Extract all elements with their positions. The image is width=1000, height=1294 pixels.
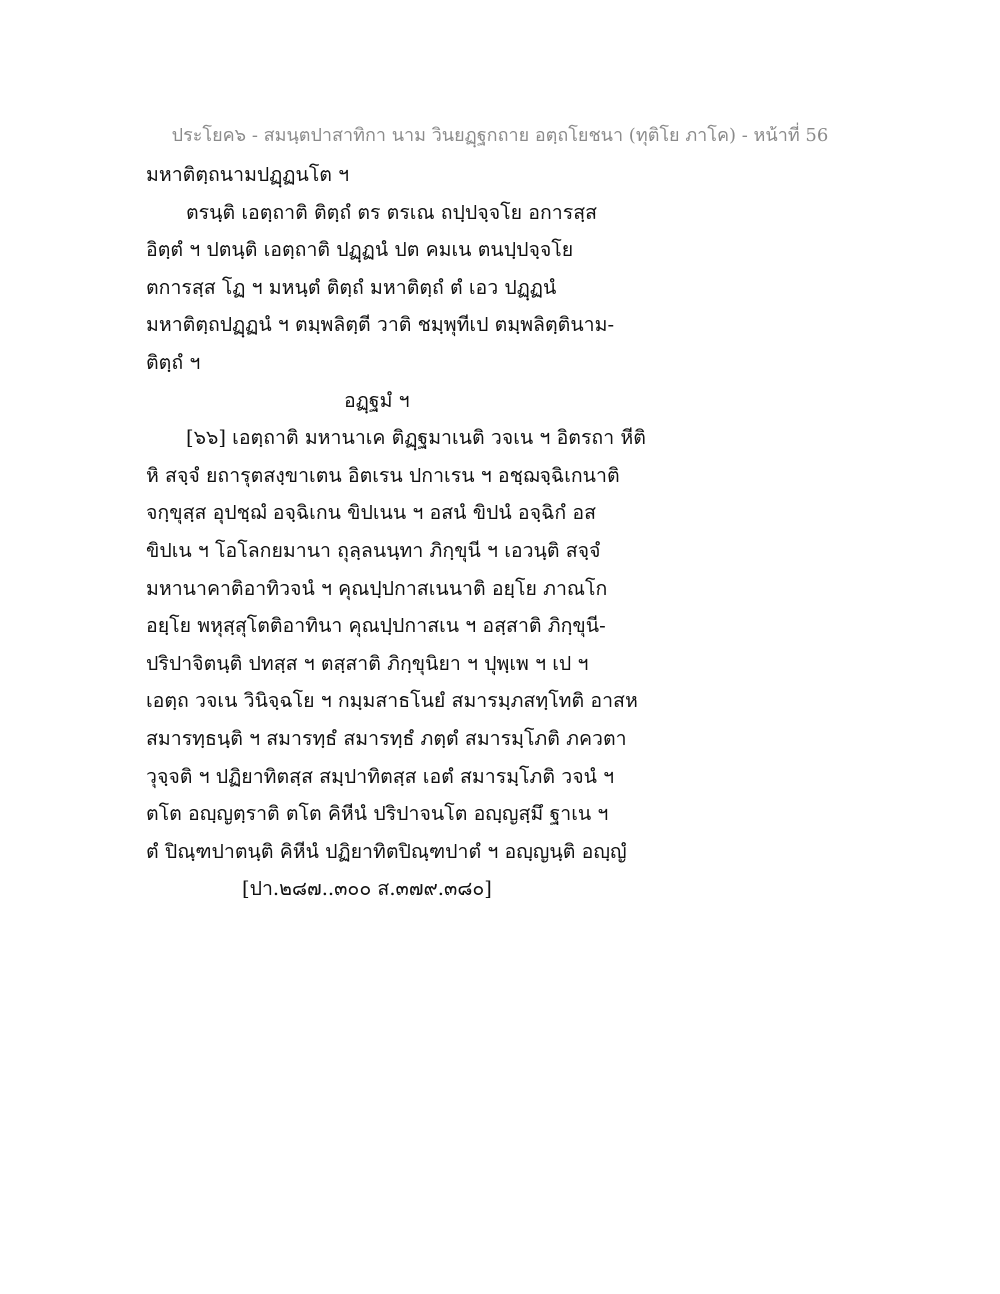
text-line: วุจฺจติ ฯ ปฏิยาทิตสฺส สมฺปาทิตสฺส เอตํ สมารมฺโภติ วจนํ ฯ — [146, 764, 615, 788]
text-line: หิ สจฺจํ ยถารุตสงฺขาเตน อิตเรน ปกาเรน ฯ อชฺฌจฺฉิเกนาติ — [146, 463, 620, 487]
section-heading: อฏฺฐมํ ฯ — [344, 388, 410, 412]
text-line: มหานาคาติอาทิวจนํ ฯ คุณปฺปกาสเนนาติ อยฺโย ภาณโก — [146, 576, 608, 600]
text-line: อิตฺตํ ฯ ปตนฺติ เอตฺถาติ ปฏฺฏนํ ปต คมเน ตนปฺปจฺจโย — [146, 238, 574, 262]
text-line: สมารทฺธนฺติ ฯ สมารทฺธํ สมารทฺธํ ภตฺตํ สมารมฺโภติ ภควตา — [146, 726, 627, 750]
text-line: อยฺโย พหุสฺสุโตติอาทินา คุณปฺปกาสเน ฯ อสฺสาติ ภิกฺขุนี- — [146, 614, 606, 638]
text-line: ตโต อญฺญตฺราติ ตโต คิหีนํ ปริปาจนโต อญฺญสฺมึ ฐาเน ฯ — [146, 802, 609, 826]
text-line: [๖๖] เอตฺถาติ มหานาเค ติฏฺฐมาเนติ วจเน ฯ อิตรถา หีติ — [186, 426, 646, 450]
text-line: จกฺขุสฺส อุปชฺฌํ อจฺฉิเกน ขิปเนน ฯ อสนํ ขิปนํ อจฺฉิกํ อส — [146, 501, 596, 525]
page-header: ประโยค๖ - สมนฺตปาสาทิกา นาม วินยฏฺฐกถาย อตฺถโยชนา (ทุติโย ภาโค) - หน้าที่ 56 — [171, 125, 829, 146]
text-line: มหาติตฺถนามปฏฺฏนโต ฯ — [146, 163, 350, 186]
text-line: มหาติตฺถปฏฺฏนํ ฯ ตมฺพลิตฺตี วาติ ชมฺพุทีเป ตมฺพลิตฺตินาม- — [146, 313, 615, 337]
text-line: ตํ ปิณฺฑปาตนฺติ คิหีนํ ปฏิยาทิตปิณฺฑปาตํ ฯ อญฺญนฺติ อญฺญํ — [146, 839, 627, 863]
text-line: ติตฺถํ ฯ — [146, 350, 201, 374]
page-reference: [ปา.๒๘๗..๓๐๐ ส.๓๗๙.๓๘๐] — [242, 877, 492, 901]
text-line: เอตฺถ วจเน วินิจฺฉโย ฯ กมฺมสาธโนยํ สมารมฺภสทฺโทติ อาสห — [146, 689, 638, 713]
text-line: ขิปเน ฯ โอโลกยมานา ถุลฺลนนฺทา ภิกฺขุนี ฯ เอวนฺติ สจฺจํ — [146, 538, 601, 562]
text-line: ตรนฺติ เอตฺถาติ ติตฺถํ ตร ตรเณ ถปฺปจฺจโย อการสฺส — [186, 200, 598, 224]
text-line: ปริปาจิตนฺติ ปทสฺส ฯ ตสฺสาติ ภิกฺขุนิยา ฯ ปุพฺเพ ฯ เป ฯ — [146, 651, 589, 675]
text-line: ตการสฺส โฏ ฯ มหนฺตํ ติตฺถํ มหาติตฺถํ ตํ เอว ปฏฺฏนํ — [146, 275, 557, 299]
body-text — [146, 156, 866, 908]
